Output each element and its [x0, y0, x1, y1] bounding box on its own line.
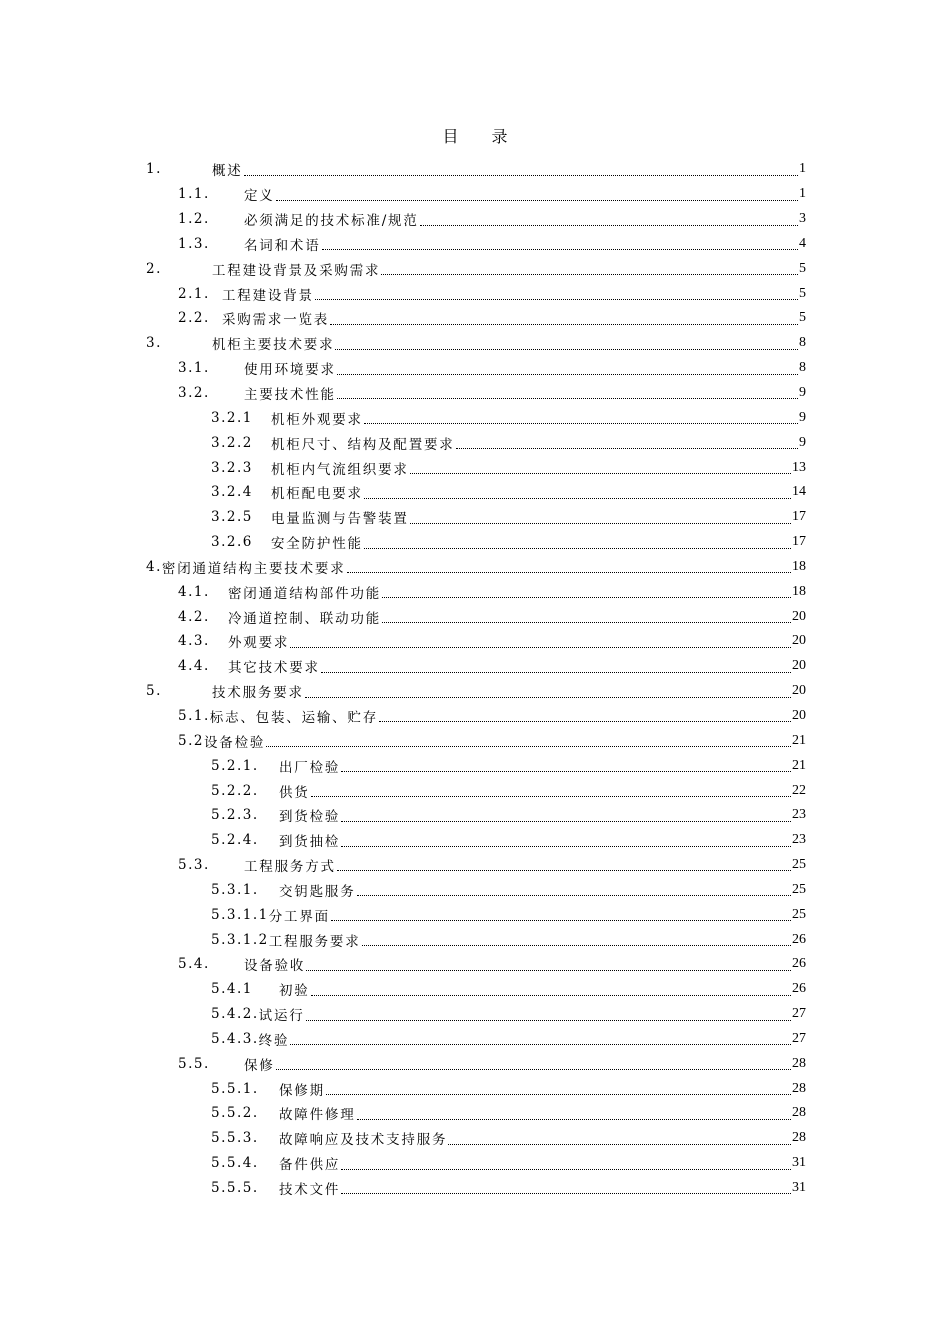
- toc-entry[interactable]: [146, 803, 806, 828]
- toc-entry-number: 5.4.1: [211, 981, 253, 998]
- toc-entry-page-number: 9: [799, 434, 806, 450]
- toc-entry-title: 机柜外观要求: [271, 411, 363, 428]
- toc-entry-page-number: 31: [792, 1155, 806, 1171]
- toc-entry-number: 5.2: [178, 732, 204, 749]
- toc-entry-page-number: 28: [792, 1080, 806, 1096]
- toc-entry[interactable]: [146, 828, 806, 853]
- toc-dot-leader: [244, 174, 798, 176]
- toc-entry-number: 3.2.2: [211, 434, 253, 451]
- toc-entry[interactable]: [146, 654, 806, 679]
- toc-dot-leader: [337, 373, 798, 375]
- toc-dot-leader: [337, 397, 798, 399]
- toc-entry-page-number: 20: [792, 633, 806, 649]
- toc-entry-page-number: 28: [792, 1105, 806, 1121]
- toc-entry-page-number: 25: [792, 857, 806, 873]
- toc-entry[interactable]: [146, 555, 806, 580]
- toc-dot-leader: [364, 422, 798, 424]
- toc-entry-page-number: 26: [792, 931, 806, 947]
- toc-dot-leader: [341, 1192, 791, 1194]
- toc-entry-title: 故障件修理: [279, 1107, 356, 1124]
- toc-dot-leader: [364, 497, 791, 499]
- toc-entry-page-number: 20: [792, 707, 806, 723]
- toc-entry-number: 1.: [146, 161, 162, 178]
- toc-dot-leader: [331, 919, 791, 921]
- toc-entry-number: 5.5.2.: [211, 1105, 259, 1122]
- toc-entry-number: 4.3.: [178, 633, 210, 650]
- toc-entry-page-number: 17: [792, 509, 806, 525]
- toc-entry-page-number: 23: [792, 807, 806, 823]
- toc-entry-title: 备件供应: [279, 1157, 341, 1174]
- toc-entry-number: 5.1.: [178, 707, 210, 724]
- toc-entry-page-number: 1: [799, 161, 806, 177]
- toc-dot-leader: [341, 820, 791, 822]
- toc-dot-leader: [410, 472, 791, 474]
- toc-dot-leader: [266, 745, 791, 747]
- toc-entry[interactable]: [146, 207, 806, 232]
- toc-entry[interactable]: [146, 778, 806, 803]
- toc-entry-number: 5.5.1.: [211, 1080, 259, 1097]
- toc-entry-number: 1.3.: [178, 235, 210, 252]
- toc-entry-title: 出厂检验: [279, 759, 341, 776]
- toc-entry-title: 必须满足的技术标准/规范: [244, 213, 419, 230]
- toc-entry-number: 1.1.: [178, 186, 210, 203]
- toc-dot-leader: [357, 894, 792, 896]
- toc-entry[interactable]: [146, 356, 806, 381]
- toc-entry-number: 3.2.6: [211, 534, 253, 551]
- toc-entry-title: 安全防护性能: [271, 536, 363, 553]
- toc-entry[interactable]: [146, 1176, 806, 1201]
- toc-entry-title: 机柜尺寸、结构及配置要求: [271, 436, 455, 453]
- toc-entry-number: 5.4.: [178, 956, 210, 973]
- toc-dot-leader: [341, 1168, 791, 1170]
- toc-dot-leader: [456, 447, 798, 449]
- toc-entry[interactable]: [146, 927, 806, 952]
- toc-entry-number: 5.5.5.: [211, 1180, 259, 1197]
- toc-entry-page-number: 20: [792, 658, 806, 674]
- toc-entry[interactable]: [146, 381, 806, 406]
- toc-entry-page-number: 28: [792, 1130, 806, 1146]
- toc-entry[interactable]: [146, 256, 806, 281]
- toc-entry-title: 标志、包装、运输、贮存: [209, 709, 379, 726]
- toc-entry-title: 电量监测与告警装置: [271, 511, 409, 528]
- toc-title: 目 录: [442, 127, 522, 146]
- toc-entry-title: 到货检验: [279, 809, 341, 826]
- toc-entry-number: 5.4.2.: [211, 1006, 259, 1023]
- toc-entry-title: 工程建设背景及采购需求: [212, 262, 381, 279]
- toc-entry-number: 5.3.: [178, 857, 210, 874]
- toc-entry[interactable]: [146, 1126, 806, 1151]
- toc-entry-number: 5.5.: [178, 1055, 210, 1072]
- toc-entry-title: 定义: [244, 188, 275, 205]
- toc-entry[interactable]: [146, 306, 806, 331]
- toc-entry-page-number: 9: [799, 385, 806, 401]
- toc-dot-leader: [315, 298, 798, 300]
- toc-dot-leader: [330, 323, 798, 325]
- toc-entry[interactable]: [146, 604, 806, 629]
- toc-entry-page-number: 25: [792, 906, 806, 922]
- toc-entry-number: 4.: [146, 558, 162, 575]
- toc-entry-title: 名词和术语: [244, 237, 321, 254]
- toc-dot-leader: [276, 1068, 791, 1070]
- toc-entry-number: 5.5.4.: [211, 1155, 259, 1172]
- toc-entry-title: 终验: [258, 1032, 290, 1049]
- toc-dot-leader: [337, 869, 791, 871]
- toc-entry-page-number: 17: [792, 534, 806, 550]
- toc-entry-page-number: 25: [792, 881, 806, 897]
- toc-entry-page-number: 13: [792, 459, 806, 475]
- toc-entry-title: 试运行: [258, 1008, 305, 1025]
- toc-entry-page-number: 1: [799, 186, 806, 202]
- toc-dot-leader: [341, 845, 791, 847]
- toc-entry-number: 3.2.: [178, 385, 210, 402]
- toc-entry-page-number: 21: [792, 732, 806, 748]
- toc-entry[interactable]: [146, 455, 806, 480]
- toc-entry-page-number: 8: [799, 335, 806, 351]
- toc-entry-page-number: 20: [792, 683, 806, 699]
- toc-entry-page-number: 5: [799, 310, 806, 326]
- toc-entry-number: 1.2.: [178, 211, 210, 228]
- toc-entry-title: 外观要求: [228, 635, 290, 652]
- toc-entry-title: 交钥匙服务: [279, 883, 356, 900]
- toc-entry[interactable]: [146, 1101, 806, 1126]
- toc-entry[interactable]: [146, 704, 806, 729]
- toc-entry-title: 初验: [279, 983, 310, 1000]
- toc-entry-page-number: 5: [799, 260, 806, 276]
- toc-dot-leader: [341, 770, 791, 772]
- toc-dot-leader: [305, 696, 791, 698]
- toc-entry[interactable]: [146, 977, 806, 1002]
- toc-entry-title: 主要技术性能: [244, 387, 336, 404]
- toc-dot-leader: [382, 596, 791, 598]
- toc-entry[interactable]: [146, 1027, 806, 1052]
- toc-entry-page-number: 4: [799, 235, 806, 251]
- toc-entry[interactable]: [146, 679, 806, 704]
- toc-entry-title: 机柜配电要求: [271, 486, 363, 503]
- toc-entry[interactable]: [146, 877, 806, 902]
- toc-entry-title: 供货: [279, 784, 310, 801]
- toc-entry-number: 5.4.3.: [211, 1030, 259, 1047]
- toc-entry[interactable]: [146, 530, 806, 555]
- toc-entry[interactable]: [146, 1076, 806, 1101]
- toc-entry-page-number: 3: [799, 211, 806, 227]
- toc-entry[interactable]: [146, 505, 806, 530]
- toc-list: [146, 157, 806, 1200]
- toc-entry-number: 4.2.: [178, 608, 210, 625]
- toc-entry-number: 5.2.3.: [211, 807, 259, 824]
- toc-entry-title: 其它技术要求: [228, 660, 320, 677]
- toc-entry-page-number: 31: [792, 1180, 806, 1196]
- toc-entry-number: 5.2.2.: [211, 782, 259, 799]
- toc-entry-title: 概述: [212, 163, 243, 180]
- toc-dot-leader: [364, 547, 791, 549]
- toc-entry-title: 设备验收: [244, 958, 306, 975]
- toc-dot-leader: [357, 1118, 792, 1120]
- toc-entry-title: 密闭通道结构主要技术要求: [161, 560, 346, 577]
- toc-entry-title: 采购需求一览表: [222, 312, 330, 329]
- toc-entry-title: 机柜主要技术要求: [212, 337, 335, 354]
- toc-entry-page-number: 18: [792, 583, 806, 599]
- toc-entry-page-number: 22: [792, 782, 806, 798]
- toc-entry-number: 3.1.: [178, 360, 210, 377]
- toc-entry[interactable]: [146, 1002, 806, 1027]
- toc-dot-leader: [311, 994, 791, 996]
- toc-entry-title: 工程建设背景: [222, 287, 314, 304]
- toc-dot-leader: [276, 199, 798, 201]
- toc-entry-title: 机柜内气流组织要求: [271, 461, 409, 478]
- toc-entry-number: 5.: [146, 683, 162, 700]
- toc-entry-number: 5.3.1.2: [211, 931, 269, 948]
- toc-dot-leader: [420, 224, 798, 226]
- toc-entry-page-number: 20: [792, 608, 806, 624]
- toc-entry-number: 3.2.3: [211, 459, 253, 476]
- toc-entry-title: 使用环境要求: [244, 362, 336, 379]
- toc-dot-leader: [306, 1019, 791, 1021]
- toc-dot-leader: [322, 248, 799, 250]
- toc-entry-number: 2.1.: [178, 285, 210, 302]
- toc-entry-title: 工程服务方式: [244, 859, 336, 876]
- toc-entry-number: 2.: [146, 260, 162, 277]
- toc-dot-leader: [379, 720, 791, 722]
- toc-entry[interactable]: [146, 232, 806, 257]
- toc-entry-number: 5.3.1.: [211, 881, 259, 898]
- toc-entry-number: 3.: [146, 335, 162, 352]
- toc-entry-number: 5.5.3.: [211, 1130, 259, 1147]
- toc-entry[interactable]: [146, 1051, 806, 1076]
- toc-entry[interactable]: [146, 629, 806, 654]
- toc-entry-number: 3.2.5: [211, 509, 253, 526]
- toc-entry-page-number: 26: [792, 981, 806, 997]
- toc-entry-page-number: 8: [799, 360, 806, 376]
- toc-dot-leader: [335, 348, 798, 350]
- toc-entry-page-number: 28: [792, 1055, 806, 1071]
- toc-entry-number: 5.3.1.1: [211, 906, 269, 923]
- toc-entry-title: 分工界面: [268, 908, 330, 925]
- toc-dot-leader: [326, 1093, 791, 1095]
- toc-entry-title: 保修: [244, 1057, 275, 1074]
- toc-entry-number: 5.2.4.: [211, 832, 259, 849]
- toc-dot-leader: [362, 944, 791, 946]
- toc-dot-leader: [347, 571, 792, 573]
- toc-dot-leader: [290, 1043, 791, 1045]
- toc-dot-leader: [410, 522, 791, 524]
- toc-entry-page-number: 5: [799, 285, 806, 301]
- toc-dot-leader: [306, 969, 791, 971]
- toc-entry-title: 保修期: [279, 1082, 325, 1099]
- toc-entry[interactable]: [146, 331, 806, 356]
- toc-entry-title: 工程服务要求: [268, 933, 361, 950]
- toc-dot-leader: [321, 671, 791, 673]
- toc-entry-page-number: 26: [792, 956, 806, 972]
- toc-dot-leader: [382, 621, 791, 623]
- toc-entry[interactable]: [146, 157, 806, 182]
- toc-entry-number: 3.2.4: [211, 484, 253, 501]
- toc-dot-leader: [290, 646, 791, 648]
- toc-entry-title: 设备检验: [203, 734, 266, 751]
- toc-entry-page-number: 9: [799, 409, 806, 425]
- toc-entry-title: 技术服务要求: [212, 685, 304, 702]
- toc-entry[interactable]: [146, 952, 806, 977]
- toc-entry-title: 故障响应及技术支持服务: [279, 1132, 448, 1149]
- toc-entry-page-number: 18: [792, 558, 806, 574]
- toc-entry-page-number: 23: [792, 832, 806, 848]
- toc-entry-page-number: 27: [792, 1006, 806, 1022]
- toc-entry[interactable]: [146, 405, 806, 430]
- toc-entry-title: 密闭通道结构部件功能: [228, 585, 381, 602]
- toc-dot-leader: [381, 273, 798, 275]
- toc-entry-number: 4.4.: [178, 658, 210, 675]
- toc-entry[interactable]: [146, 430, 806, 455]
- toc-entry[interactable]: [146, 480, 806, 505]
- toc-entry-page-number: 14: [792, 484, 806, 500]
- toc-entry-page-number: 27: [792, 1030, 806, 1046]
- toc-entry[interactable]: [146, 728, 806, 753]
- toc-entry-title: 冷通道控制、联动功能: [228, 610, 381, 627]
- toc-dot-leader: [311, 795, 791, 797]
- toc-entry-page-number: 21: [792, 757, 806, 773]
- toc-entry[interactable]: [146, 281, 806, 306]
- toc-entry[interactable]: [146, 182, 806, 207]
- toc-entry-number: 5.2.1.: [211, 757, 259, 774]
- toc-entry[interactable]: [146, 753, 806, 778]
- toc-entry-number: 2.2.: [178, 310, 210, 327]
- toc-entry-number: 3.2.1: [211, 409, 253, 426]
- toc-entry[interactable]: [146, 1151, 806, 1176]
- toc-entry-title: 到货抽检: [279, 834, 341, 851]
- toc-entry[interactable]: [146, 853, 806, 878]
- toc-entry[interactable]: [146, 579, 806, 604]
- toc-entry-number: 4.1.: [178, 583, 210, 600]
- toc-entry-title: 技术文件: [279, 1182, 341, 1199]
- toc-entry[interactable]: [146, 902, 806, 927]
- toc-dot-leader: [448, 1143, 791, 1145]
